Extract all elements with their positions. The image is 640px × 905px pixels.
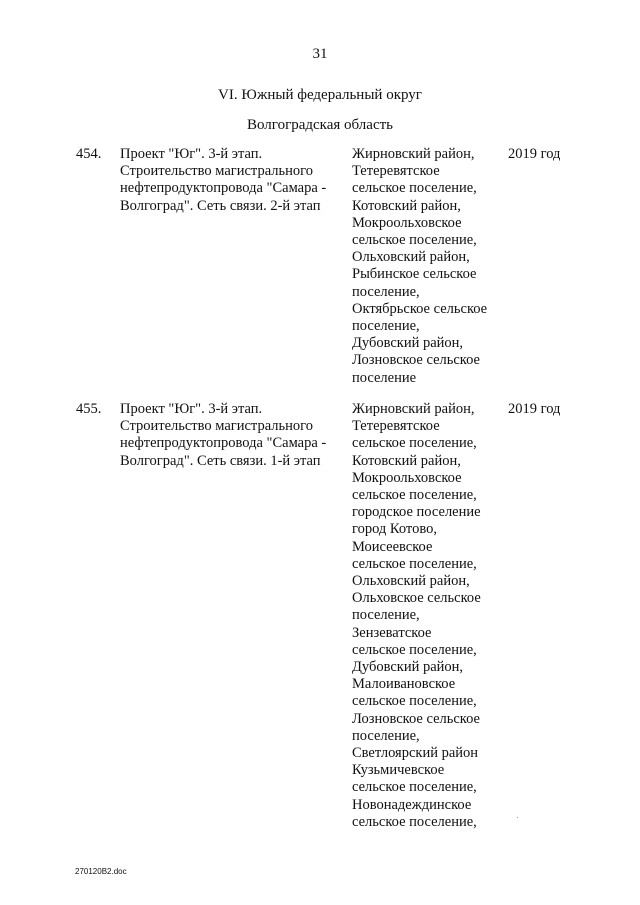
entry-year: 2019 год bbox=[508, 146, 561, 162]
entry-description: Проект "Юг". 3-й этап. Строительство магистрального нефтепродуктопровода "Самара - Волгоград". Сеть связи. 1-й этап bbox=[120, 401, 327, 469]
scan-speck bbox=[517, 817, 518, 818]
entry-places: Жирновский район, Тетеревятское сельское поселение, Котовский район, Мокроольховское сельское поселение, Ольховский район, Рыбинское сельское поселение, Октябрьское сельское поселение, Дубовский район, Лозновское сельское поселение bbox=[352, 146, 488, 386]
entry-number: 454. bbox=[76, 146, 102, 162]
entry-places: Жирновский район, Тетеревятское сельское поселение, Котовский район, Мокроольховское сельское поселение, городское поселение город Котово, Моисеевское сельское поселение, Ольховский район, Ольховское сельское поселение, Зензеватское сельское поселение, Дубовский район, Малоивановское сельское поселение, Лозновское сельское поселение, Светлоярский район Кузьмичевское сельское поселение, Новонадеждинское сельское поселение, bbox=[352, 401, 481, 830]
entry-year: 2019 год bbox=[508, 401, 561, 417]
region-title: Волгоградская область bbox=[247, 117, 393, 133]
footer-filename: 270120B2.doc bbox=[75, 867, 127, 876]
entry-description: Проект "Юг". 3-й этап. Строительство магистрального нефтепродуктопровода "Самара - Волгоград". Сеть связи. 2-й этап bbox=[120, 146, 327, 214]
entry-number: 455. bbox=[76, 401, 102, 417]
section-title: VI. Южный федеральный округ bbox=[218, 87, 422, 103]
page-number: 31 bbox=[312, 46, 328, 62]
